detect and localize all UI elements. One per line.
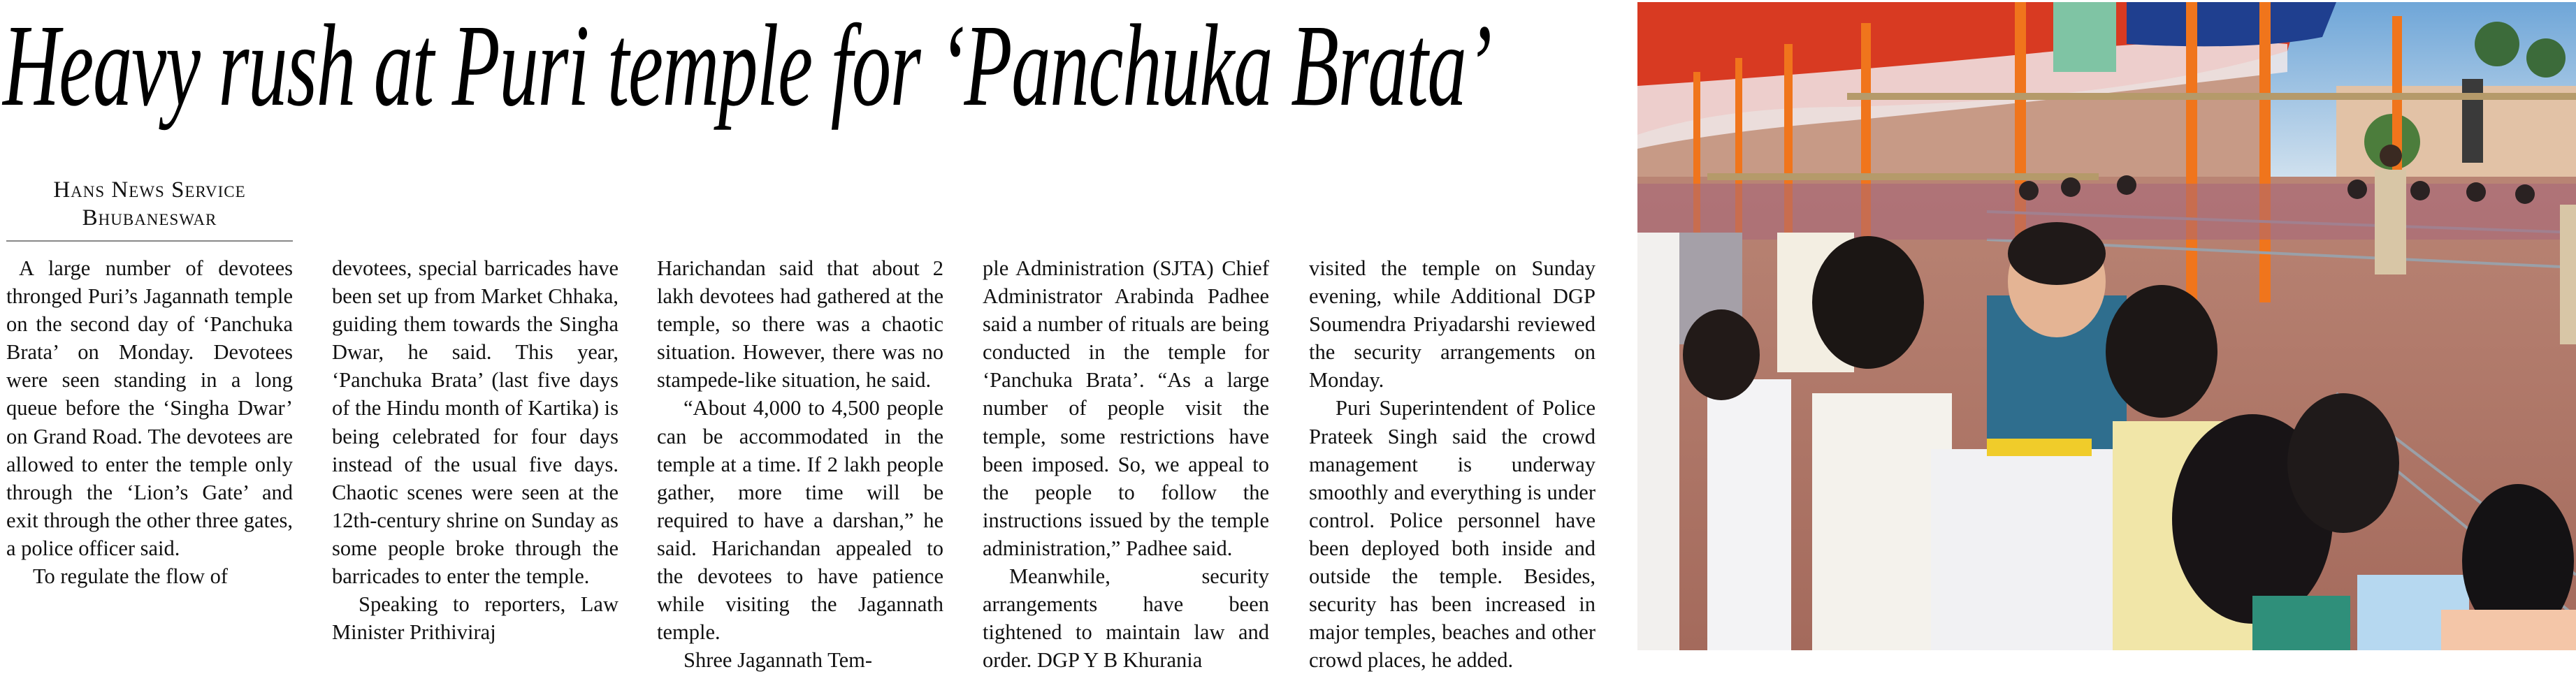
headline: Heavy rush at Puri temple for ‘Panchuka Brata’ — [3, 1, 1491, 131]
byline — [6, 176, 293, 232]
byline-divider — [6, 240, 293, 242]
paragraph: devotees, special barricades have been set up from Market Chhaka, guiding them towards the Singha Dwar, he said. This year, ‘Panchuka Brata’ (last five days of the Hindu month of Kartika) is being celebrated for four days instead of the usual five days. Chaotic scenes were seen at the 12th-century shrine on Sunday as some people broke through the barricades to enter the temple. — [332, 256, 618, 589]
canopy-blue — [2127, 2, 2336, 46]
palm-tree — [2526, 38, 2566, 78]
paragraph: Meanwhile, security arrangements have been tightened to maintain law and order. DGP Y B Khurania — [983, 564, 1269, 673]
paragraph: Harichandan said that about 2 lakh devotees had gathered at the temple, so there was a chaotic situation. However, there was no stampede-like situation, he said. — [657, 256, 943, 393]
background-crowd — [1637, 175, 2576, 240]
person-on-scaffold — [2053, 2, 2116, 72]
byline-dateline: Bhubaneswar — [82, 205, 217, 230]
article-column-1 — [6, 176, 293, 590]
bamboo-rail — [1707, 173, 2099, 180]
article-column-4 — [983, 254, 1269, 674]
article-column-5 — [1309, 254, 1595, 674]
tower-silhouette — [2462, 79, 2483, 163]
byline-agency: Hans News Service — [53, 177, 246, 203]
photo-crowd-scene — [1637, 2, 2576, 650]
bamboo-rail — [1847, 93, 2576, 100]
paragraph: Shree Jagannath Tem- — [683, 648, 873, 673]
paragraph: Puri Superintendent of Police Prateek Singh said the crowd management is underway smoothly and everything is under control. Police personnel have been deployed both inside and outside the temple. Besides, security has been increased in major temples, beaches and other crowd places, he added. — [1309, 396, 1595, 673]
paragraph: A large number of devotees thronged Puri’s Jagannath temple on the second day of ‘Panchuka Brata’ on Monday. Devotees were seen standing in a long queue before the ‘Singha Dwar’ on Grand Road. The devotees are allowed to enter the temple only through the ‘Lion’s Gate’ and exit through the other three gates, a police officer said. — [6, 256, 293, 560]
article-column-2 — [332, 254, 618, 646]
paragraph: ple Administration (SJTA) Chief Administrator Arabinda Padhee said a number of rituals are being conducted in the temple for ‘Panchuka Brata’. “As a large number of people visit the temple, some restrictions have been imposed. So, we appeal to the people to follow the instructions issued by the temple administration,” Padhee said. — [983, 256, 1269, 560]
yellow-collar — [1987, 439, 2092, 456]
police-officer — [2560, 205, 2576, 344]
palm-tree — [2475, 22, 2519, 66]
paragraph: “About 4,000 to 4,500 people can be accommodated in the temple at a time. If 2 lakh people gather, more time will be required to have a darshan,” he said. Harichandan appealed to the devotees to have patience while visiting the Jagannath temple. — [657, 396, 943, 645]
news-photo — [1637, 2, 2576, 650]
paragraph: Speaking to reporters, Law Minister Prithiviraj — [332, 592, 618, 645]
article-column-3 — [657, 254, 943, 674]
paragraph: To regulate the flow of — [33, 564, 229, 589]
paragraph: visited the temple on Sunday evening, while Additional DGP Soumendra Priyadarshi reviewed the security arrangements on Monday. — [1309, 256, 1595, 393]
